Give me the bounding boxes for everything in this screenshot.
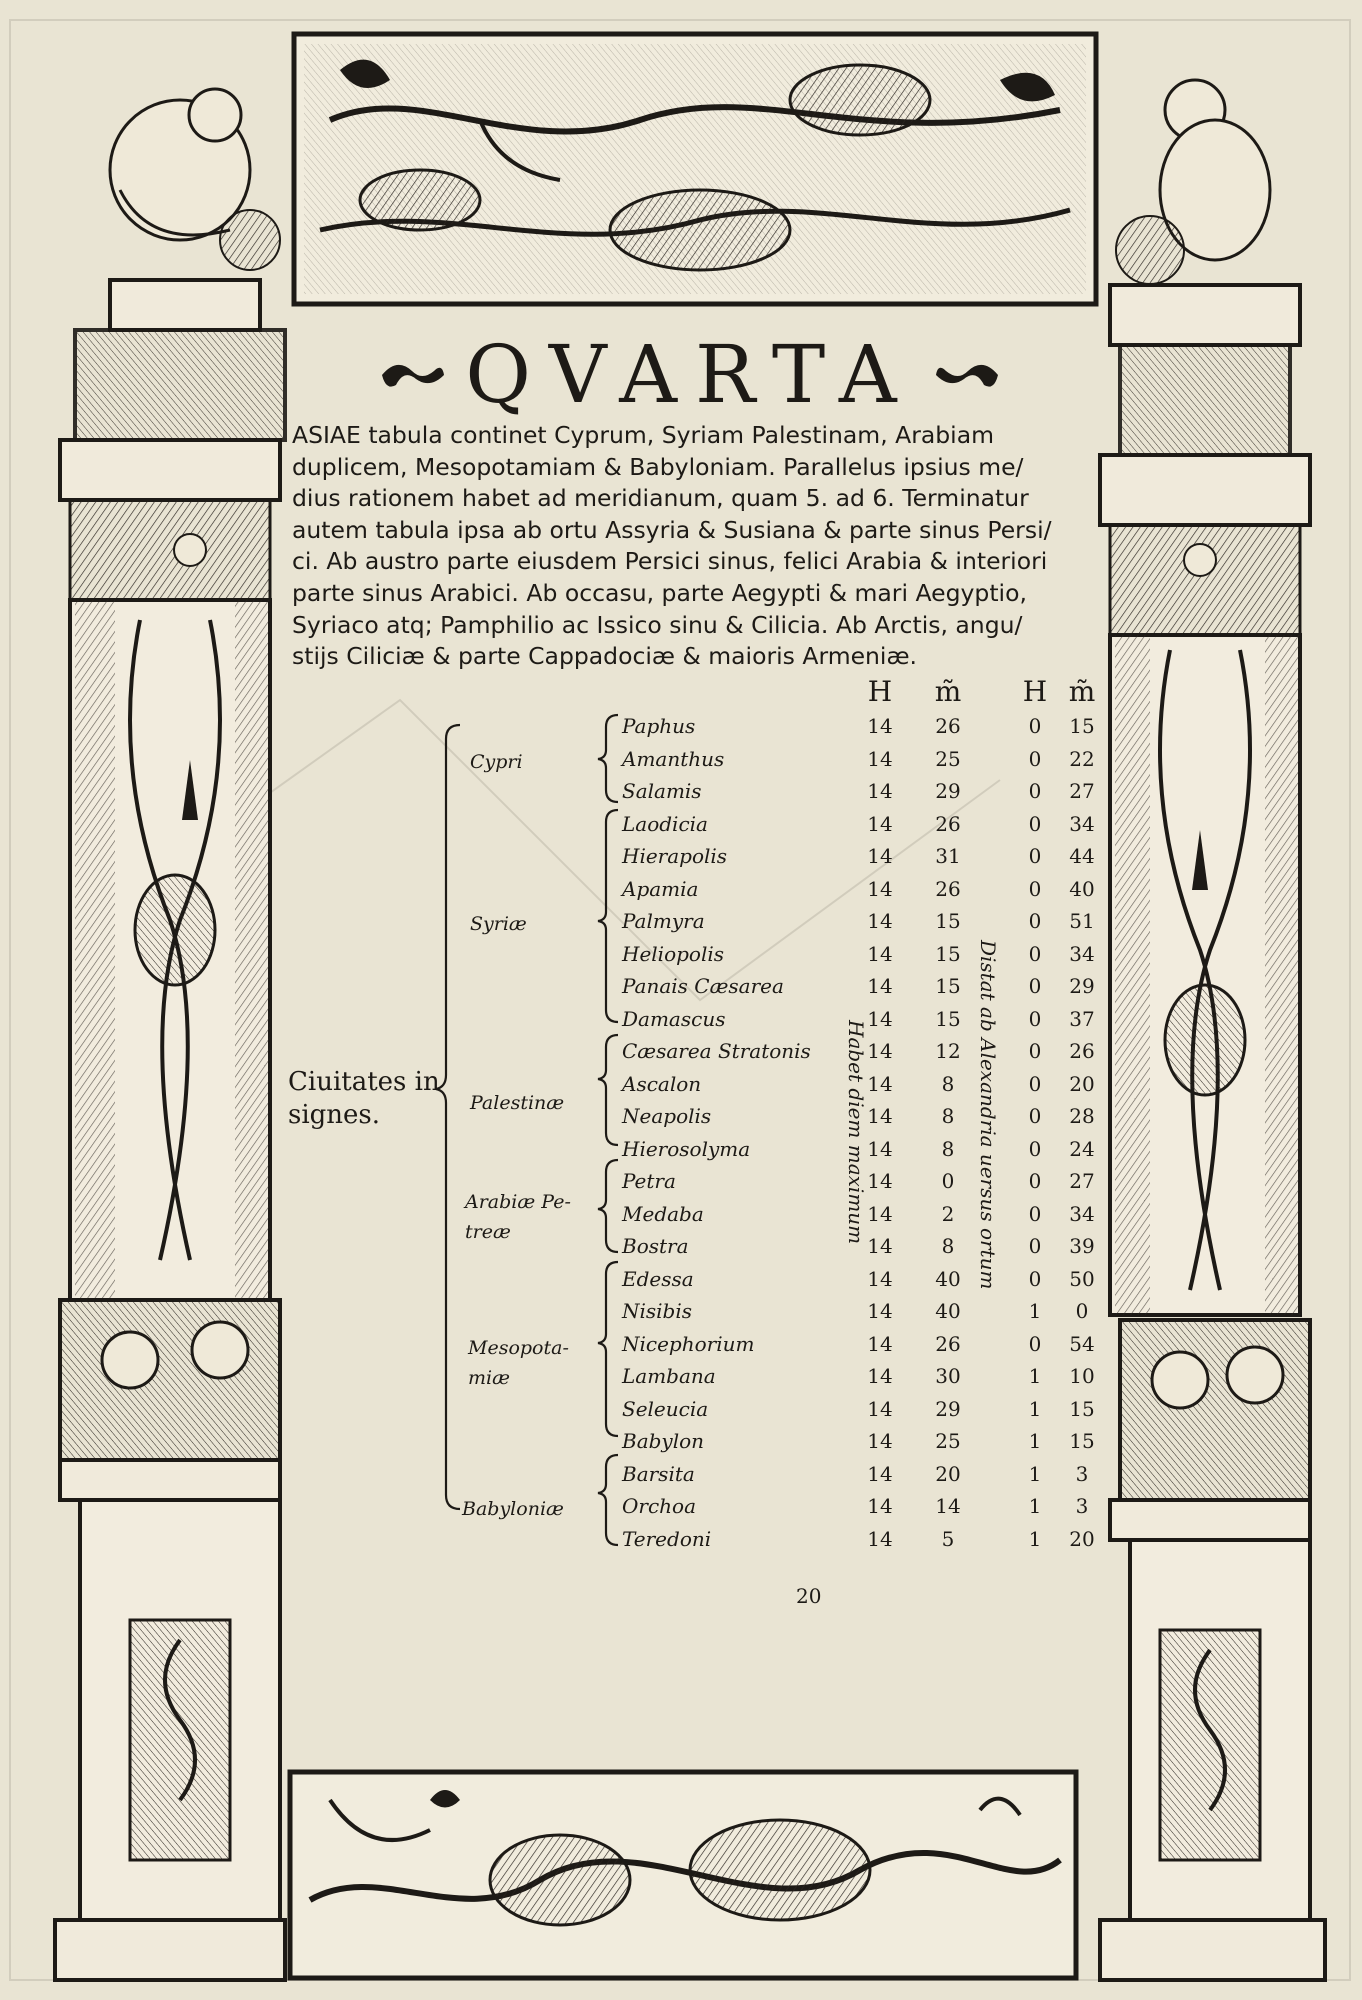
value-cell: 29	[1069, 974, 1095, 998]
table-row	[0, 1429, 1362, 1461]
value-cell: 0	[1028, 941, 1042, 966]
region-label	[470, 1088, 564, 1118]
value-cell: 20	[1069, 1071, 1095, 1096]
value-cell: 2	[941, 1201, 955, 1226]
value-cell: 14	[867, 1234, 893, 1258]
value-cell: 0	[1028, 714, 1042, 738]
value-cell: 0	[1028, 1169, 1042, 1193]
value-cell: 24	[1069, 1136, 1095, 1161]
city-name: Bostra	[622, 1234, 689, 1258]
region-label-line: Mesopota-	[468, 1336, 569, 1359]
intro-line: autem tabula ipsa ab ortu Assyria & Susiana & parte sinus Persi/	[292, 515, 1052, 544]
intro-line: ci. Ab austro parte eiusdem Persici sinus, felici Arabia & interiori	[292, 547, 1048, 576]
value-cell: 15	[1069, 1429, 1095, 1453]
city-name: Palmyra	[622, 909, 705, 933]
value-cell: 26	[1069, 1039, 1095, 1063]
value-cell: 34	[1069, 811, 1095, 836]
value-cell: 0	[1028, 1071, 1042, 1096]
value-cell: 3	[1075, 1494, 1089, 1518]
table-row	[0, 1332, 1362, 1364]
city-name: Babylon	[622, 1429, 705, 1453]
table-row	[0, 1234, 1362, 1266]
value-cell: 0	[1028, 974, 1042, 998]
value-cell: 15	[1069, 1396, 1095, 1421]
city-name: Hierosolyma	[622, 1136, 751, 1161]
city-name: Seleucia	[622, 1396, 709, 1421]
value-cell: 1	[1028, 1494, 1042, 1518]
value-cell: 30	[935, 1364, 961, 1388]
value-cell: 39	[1069, 1234, 1095, 1258]
value-cell: 1	[1028, 1526, 1042, 1551]
table-row	[0, 1494, 1362, 1526]
intro-line: stijs Ciliciæ & parte Cappadociæ & maioris Armeniæ.	[292, 642, 918, 671]
region-label-line: treæ	[465, 1220, 511, 1243]
table-row	[0, 1007, 1362, 1039]
table-row	[0, 1364, 1362, 1396]
city-name: Heliopolis	[622, 941, 725, 966]
value-cell: 14	[867, 1006, 893, 1031]
city-name: Medaba	[622, 1201, 704, 1226]
value-cell: 14	[867, 1429, 893, 1453]
group-label-line: signes.	[288, 1100, 381, 1130]
value-cell: 3	[1075, 1461, 1089, 1486]
table-row	[0, 844, 1362, 876]
table-row	[0, 714, 1362, 746]
city-name: Nisibis	[622, 1299, 693, 1323]
value-cell: 14	[867, 1396, 893, 1421]
value-cell: 12	[935, 1039, 961, 1063]
region-label-line: Palestinæ	[470, 1091, 565, 1114]
value-cell: 14	[867, 844, 893, 868]
value-cell: 8	[941, 1234, 955, 1258]
table-row	[0, 942, 1362, 974]
value-cell: 0	[1028, 1104, 1042, 1128]
bottom-panel-woodcut	[290, 1772, 1076, 1978]
region-label-line: miæ	[468, 1366, 510, 1389]
table-row	[0, 1462, 1362, 1494]
table-row	[0, 779, 1362, 811]
vertical-label-right: Distat ab Alexandria uersus ortum	[976, 940, 1000, 1290]
city-name: Panais Cæsarea	[622, 974, 784, 998]
city-name: Apamia	[622, 876, 699, 901]
value-cell: 14	[867, 746, 893, 771]
table-row	[0, 1104, 1362, 1136]
table-row	[0, 1202, 1362, 1234]
value-cell: 26	[935, 714, 961, 738]
city-name: Teredoni	[622, 1526, 712, 1551]
column-header: H	[1022, 675, 1048, 708]
value-cell: 8	[941, 1136, 955, 1161]
value-cell: 14	[867, 1461, 893, 1486]
value-cell: 27	[1069, 779, 1095, 803]
value-cell: 14	[867, 974, 893, 998]
intro-line: ASIAE tabula continet Cyprum, Syriam Palestinam, Arabiam	[292, 421, 995, 449]
value-cell: 5	[941, 1526, 955, 1551]
value-cell: 26	[935, 1331, 961, 1356]
value-cell: 14	[935, 1494, 961, 1518]
intro-line: Syriaco atq; Pamphilio ac Issico sinu & Cilicia. Ab Arctis, angu/	[292, 610, 1023, 639]
value-cell: 14	[867, 1039, 893, 1063]
city-name: Orchoa	[622, 1494, 697, 1518]
city-name: Edessa	[622, 1266, 694, 1291]
value-cell: 1	[1028, 1364, 1042, 1388]
city-name: Ascalon	[622, 1071, 702, 1096]
region-label	[470, 909, 527, 939]
value-cell: 44	[1069, 844, 1095, 868]
value-cell: 54	[1069, 1331, 1095, 1356]
region-label	[468, 1333, 569, 1393]
vertical-label-left: Habet diem maximum	[844, 1020, 868, 1245]
table-row	[0, 1137, 1362, 1169]
value-cell: 14	[867, 811, 893, 836]
value-cell: 0	[1028, 1266, 1042, 1291]
city-name: Laodicia	[622, 811, 708, 836]
table-row	[0, 909, 1362, 941]
value-cell: 50	[1069, 1266, 1095, 1291]
table-row	[0, 747, 1362, 779]
value-cell: 0	[1028, 811, 1042, 836]
value-cell: 14	[867, 909, 893, 933]
value-cell: 22	[1069, 746, 1095, 771]
column-header: m̃	[934, 675, 962, 708]
value-cell: 14	[867, 1136, 893, 1161]
value-cell: 28	[1069, 1104, 1095, 1128]
city-name: Salamis	[622, 779, 702, 803]
value-cell: 1	[1028, 1461, 1042, 1486]
folio-number: 20	[796, 1584, 822, 1608]
table-row	[0, 974, 1362, 1006]
value-cell: 29	[935, 779, 961, 803]
city-name: Hierapolis	[622, 844, 728, 868]
column-header: m̃	[1068, 675, 1096, 708]
city-name: Nicephorium	[622, 1331, 755, 1356]
intro-line: dius rationem habet ad meridianum, quam 5. ad 6. Terminatur	[292, 484, 1029, 513]
value-cell: 0	[1028, 779, 1042, 803]
value-cell: 15	[935, 974, 961, 998]
value-cell: 14	[867, 941, 893, 966]
value-cell: 0	[1028, 746, 1042, 771]
city-name: Damascus	[622, 1006, 726, 1031]
value-cell: 51	[1069, 909, 1095, 933]
value-cell: 15	[935, 1006, 961, 1031]
value-cell: 8	[941, 1104, 955, 1128]
value-cell: 37	[1069, 1006, 1095, 1031]
value-cell: 14	[867, 1201, 893, 1226]
value-cell: 0	[1028, 1039, 1042, 1063]
value-cell: 34	[1069, 941, 1095, 966]
table-row	[0, 1299, 1362, 1331]
value-cell: 0	[1075, 1299, 1089, 1323]
value-cell: 0	[1028, 1234, 1042, 1258]
value-cell: 40	[1069, 876, 1095, 901]
value-cell: 0	[1028, 844, 1042, 868]
value-cell: 14	[867, 1169, 893, 1193]
region-label	[462, 1494, 564, 1524]
city-name: Neapolis	[622, 1104, 712, 1128]
value-cell: 25	[935, 1429, 961, 1453]
city-name: Petra	[622, 1169, 676, 1193]
value-cell: 26	[935, 876, 961, 901]
value-cell: 27	[1069, 1169, 1095, 1193]
value-cell: 14	[867, 1494, 893, 1518]
value-cell: 29	[935, 1396, 961, 1421]
value-cell: 14	[867, 1104, 893, 1128]
value-cell: 14	[867, 1266, 893, 1291]
value-cell: 14	[867, 1364, 893, 1388]
value-cell: 10	[1069, 1364, 1095, 1388]
intro-line: parte sinus Arabici. Ab occasu, parte Aegypti & mari Aegyptio,	[292, 578, 1027, 607]
city-name: Paphus	[622, 714, 696, 738]
value-cell: 40	[935, 1266, 961, 1291]
value-cell: 8	[941, 1071, 955, 1096]
value-cell: 0	[1028, 1331, 1042, 1356]
value-cell: 15	[935, 909, 961, 933]
value-cell: 40	[935, 1299, 961, 1323]
value-cell: 1	[1028, 1299, 1042, 1323]
value-cell: 14	[867, 1071, 893, 1096]
region-label-line: Cypri	[470, 750, 523, 773]
value-cell: 15	[1069, 714, 1095, 738]
region-label-line: Babyloniæ	[462, 1498, 564, 1520]
table-row	[0, 1169, 1362, 1201]
value-cell: 0	[1028, 909, 1042, 933]
value-cell: 26	[935, 811, 961, 836]
value-cell: 20	[935, 1461, 961, 1486]
value-cell: 31	[935, 844, 961, 868]
value-cell: 14	[867, 714, 893, 738]
value-cell: 20	[1069, 1526, 1095, 1551]
table-row	[0, 1072, 1362, 1104]
value-cell: 14	[867, 1299, 893, 1323]
intro-line: duplicem, Mesopotamiam & Babyloniam. Parallelus ipsius me/	[292, 452, 1024, 481]
value-cell: 0	[1028, 1136, 1042, 1161]
value-cell: 34	[1069, 1201, 1095, 1226]
table-row	[0, 877, 1362, 909]
value-cell: 25	[935, 746, 961, 771]
city-name: Lambana	[622, 1364, 716, 1388]
table-row	[0, 1527, 1362, 1559]
value-cell: 14	[867, 779, 893, 803]
value-cell: 0	[1028, 1201, 1042, 1226]
region-label-line: Syriæ	[470, 913, 527, 935]
region-label-line: Arabiæ Pe-	[465, 1190, 571, 1213]
value-cell: 14	[867, 1331, 893, 1356]
table-row	[0, 1039, 1362, 1071]
value-cell: 14	[867, 876, 893, 901]
table-row	[0, 1267, 1362, 1299]
value-cell: 0	[941, 1169, 955, 1193]
group-label-line: Ciuitates in	[288, 1067, 440, 1097]
city-name: Barsita	[622, 1461, 695, 1486]
region-label	[465, 1187, 571, 1247]
value-cell: 14	[867, 1526, 893, 1551]
city-name: Cæsarea Stratonis	[622, 1039, 811, 1063]
value-cell: 0	[1028, 876, 1042, 901]
page-title: QVARTA	[465, 328, 915, 421]
city-name: Amanthus	[622, 746, 725, 771]
region-label	[470, 747, 523, 777]
table-row	[0, 1397, 1362, 1429]
value-cell: 1	[1028, 1396, 1042, 1421]
value-cell: 0	[1028, 1006, 1042, 1031]
column-header: H	[867, 675, 893, 708]
value-cell: 1	[1028, 1429, 1042, 1453]
table-row	[0, 812, 1362, 844]
value-cell: 15	[935, 941, 961, 966]
